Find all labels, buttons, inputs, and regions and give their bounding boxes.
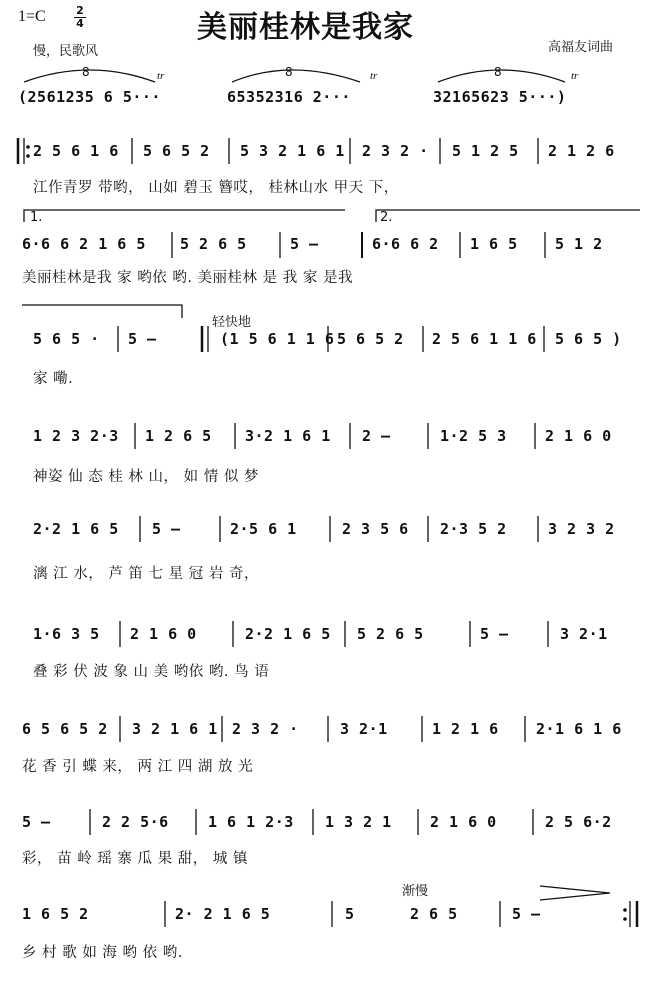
measure: 1 6 5 (470, 235, 518, 253)
slur-line (438, 70, 565, 82)
measure: 5 2 6 5 (180, 235, 247, 253)
measure: 1 6 1 2·3 (208, 813, 294, 831)
interlude-measure: (1 5 6 1 1 6 (220, 330, 335, 348)
measure: 3 2·1 (560, 625, 608, 643)
measure: 1·2 5 3 (440, 427, 507, 445)
measure: 5 – (152, 520, 181, 538)
measure: 1 2 1 6 (432, 720, 499, 738)
lyric-line: 漓 江 水， 芦 笛 七 星 冠 岩 奇， (33, 566, 259, 582)
tempo-change: 渐慢 (402, 884, 429, 899)
measure: 5 3 2 1 6 1 (240, 142, 345, 160)
volta-bracket (24, 210, 345, 222)
measure: 5 6 5 2 (143, 142, 210, 160)
volta-2-label: 2. (380, 210, 393, 225)
lyric-line: 乡 村 歌 如 海 哟 依 哟. (22, 945, 183, 961)
measure: 2·2 1 6 5 (33, 520, 119, 538)
lyric-line: 家 嘞. (33, 371, 74, 387)
meter-top: 2 (76, 4, 84, 17)
lyric-line: 彩， 苗 岭 瑶 寨 瓜 果 甜， 城 镇 (22, 851, 248, 867)
intro-phrase-2: 65352316 2··· (227, 88, 351, 106)
measure: 5 – (480, 625, 509, 643)
trill-mark-1: tr (157, 70, 165, 82)
measure: 5 (345, 905, 355, 923)
interlude-measure: 5 6 5 ) (555, 330, 622, 348)
interlude-measure: 5 6 5 2 (337, 330, 404, 348)
lyric-line: 江作青罗 带哟， 山如 碧玉 簪哎， 桂林山水 甲天 下， (33, 180, 399, 196)
measure: 5 – (512, 905, 541, 923)
repeat-dot (623, 917, 627, 921)
measure: 2 6 5 (410, 905, 458, 923)
measure: 2 3 5 6 (342, 520, 409, 538)
measure: 5 2 6 5 (357, 625, 424, 643)
measure: 2·1 6 1 6 (536, 720, 622, 738)
measure: 3·2 1 6 1 (245, 427, 331, 445)
measure: 2 – (362, 427, 391, 445)
composer-credit: 高福友词曲 (548, 40, 614, 55)
repeat-dot (26, 145, 30, 149)
measure: 3 2·1 (340, 720, 388, 738)
measure: 2 1 6 0 (545, 427, 612, 445)
octave-mark-2: 8 (285, 65, 293, 79)
tempo-marking: 慢，民歌风 (33, 44, 99, 59)
volta-bracket (22, 305, 182, 318)
measure: 6·6 6 2 1 6 5 (22, 235, 146, 253)
measure: 3 2 1 6 1 (132, 720, 218, 738)
measure: 5 6 5 · (33, 330, 100, 348)
measure: 6·6 6 2 (372, 235, 439, 253)
repeat-dot (623, 908, 627, 912)
volta-bracket (376, 210, 640, 222)
tempo-change: 轻快地 (212, 315, 252, 330)
intro-phrase-3: 32165623 5···) (433, 88, 567, 106)
measure: 2 1 6 0 (430, 813, 497, 831)
slur-line (232, 70, 360, 82)
measure: 1 2 3 2·3 (33, 427, 119, 445)
repeat-dot (26, 154, 30, 158)
measure: 5 – (22, 813, 51, 831)
lyric-line: 花 香 引 蝶 来， 两 江 四 湖 放 光 (22, 759, 254, 775)
lyric-line: 神姿 仙 态 桂 林 山， 如 情 似 梦 (33, 469, 259, 485)
slur-line (24, 70, 155, 82)
lyric-line: 美丽桂林是我 家 哟依 哟. 美丽桂林 是 我 家 是我 (22, 270, 353, 286)
measure: 2 5 6 1 6 (33, 142, 119, 160)
measure: 2 1 2 6 (548, 142, 615, 160)
measure: 1·6 3 5 (33, 625, 100, 643)
measure: 5 1 2 (555, 235, 603, 253)
measure: 2 3 2 · (362, 142, 429, 160)
interlude-measure: 2 5 6 1 1 6 (432, 330, 537, 348)
measure: 2·5 6 1 (230, 520, 297, 538)
octave-mark-1: 8 (82, 65, 90, 79)
trill-mark-3: tr (571, 70, 579, 82)
measure: 2 5 6·2 (545, 813, 612, 831)
volta-1-label: 1. (30, 210, 43, 225)
measure: 2 1 6 0 (130, 625, 197, 643)
measure: 1 2 6 5 (145, 427, 212, 445)
trill-mark-2: tr (370, 70, 378, 82)
octave-mark-3: 8 (494, 65, 502, 79)
lyric-line: 叠 彩 伏 波 象 山 美 哟依 哟. 鸟 语 (33, 664, 270, 680)
measure: 6 5 6 5 2 (22, 720, 108, 738)
decrescendo-hairpin (540, 886, 610, 900)
song-title: 美丽桂林是我家 (197, 10, 414, 45)
measure: 1 3 2 1 (325, 813, 392, 831)
intro-phrase-1: (2561235 6 5··· (18, 88, 161, 106)
meter-bottom: 4 (76, 17, 84, 30)
measure: 2·3 5 2 (440, 520, 507, 538)
key-signature: 1=C (18, 8, 46, 25)
measure: 5 – (128, 330, 157, 348)
measure: 2 3 2 · (232, 720, 299, 738)
measure: 5 – (290, 235, 319, 253)
measure: 1 6 5 2 (22, 905, 89, 923)
measure: 3 2 3 2 (548, 520, 615, 538)
measure: 2· 2 1 6 5 (175, 905, 271, 923)
measure: 2·2 1 6 5 (245, 625, 331, 643)
measure: 5 1 2 5 (452, 142, 519, 160)
measure: 2 2 5·6 (102, 813, 169, 831)
